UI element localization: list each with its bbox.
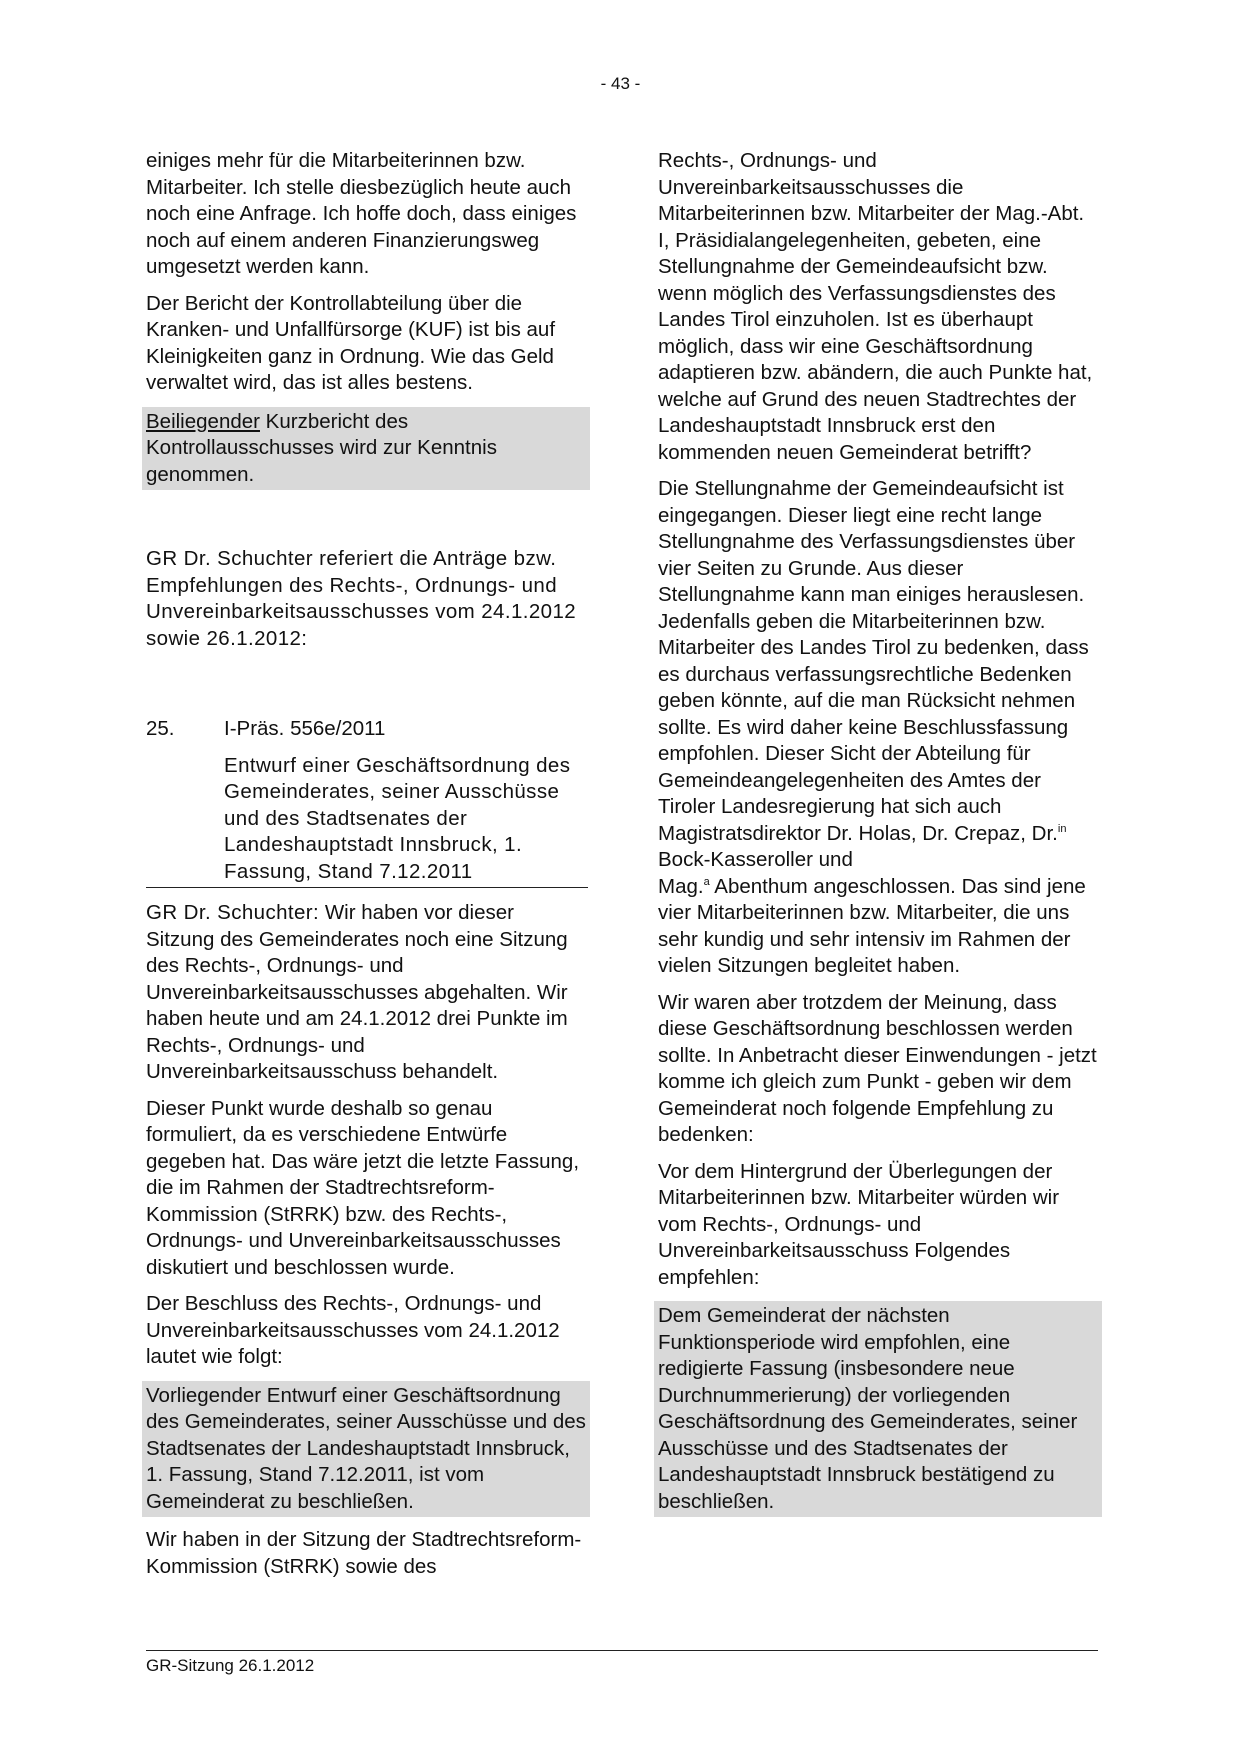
paragraph: Vor dem Hintergrund der Überlegungen der Mitarbeiterinnen bzw. Mitarbeiter würden wir vom Rechts-, Ordnungs- und Unvereinbarkeitsausschuss Folgendes empfehlen:	[658, 1159, 1060, 1289]
superscript: a	[703, 875, 710, 888]
agenda-item-ref: I-Präs. 556e/2011	[224, 717, 386, 740]
footer: GR-Sitzung 26.1.2012	[146, 1656, 315, 1675]
paragraph: einiges mehr für die Mitarbeiterinnen bzw. Mitarbeiter. Ich stelle diesbezüglich heute auch noch eine Anfrage. Ich hoffe doch, dass einiges noch auf einem anderen Finanzierungsweg umgesetzt werden kann.	[146, 149, 577, 278]
paragraph	[658, 476, 1098, 980]
paragraph: Rechts-, Ordnungs- und Unvereinbarkeitsausschusses die Mitarbeiterinnen bzw. Mitarbeiter der Mag.-Abt. I, Präsidialangelegenheiten, gebeten, eine Stellungnahme der Gemeindeaufsicht bzw. wenn möglich des Verfassungsdienstes des Landes Tirol einzuholen. Ist es überhaupt möglich, dass wir eine Geschäftsordnung adaptieren bzw. abändern, die auch Punkte hat, welche auf Grund des neuen Stadtrechtes der Landeshauptstadt Innsbruck erst den kommenden neuen Gemeinderat betrifft?	[658, 149, 1093, 464]
resolution-box	[142, 407, 590, 491]
left-column	[146, 148, 586, 1590]
resolution-text: Kurzbericht des Kontrollausschusses wird zur Kenntnis genommen.	[146, 409, 497, 486]
agenda-item-title: Entwurf einer Geschäftsordnung des Gemeinderates, seiner Ausschüsse und des Stadtsenates der Landeshauptstadt Innsbruck, 1. Fassung, Stand 7.12.2011	[146, 753, 588, 889]
right-column	[658, 148, 1098, 1527]
underlined-word: Beiliegender	[146, 409, 260, 433]
agenda-item-number: 25.	[146, 717, 175, 740]
speech-text: Wir haben vor dieser Sitzung des Gemeinderates noch eine Sitzung des Rechts-, Ordnungs- und Unvereinbarkeitsausschusses abgehalten. Wir haben heute und am 24.1.2012 drei Punkte im Rechts-, Ordnungs- und Unvereinbarkeitsausschuss behandelt.	[146, 901, 568, 1083]
paragraph-text: Die Stellungnahme der Gemeindeaufsicht ist eingegangen. Dieser liegt eine recht lange Stellungnahme des Verfassungsdienstes über vier Seiten zu Grunde. Aus dieser Stellungnahme kann man einiges herauslesen. Jedenfalls geben die Mitarbeiterinnen bzw. Mitarbeiter des Landes Tirol zu bedenken, dass es durchaus verfassungsrechtliche Bedenken geben könnte, auf die man Rücksicht nehmen sollte. Es wird daher keine Beschlussfassung empfohlen. Dieser Sicht der Abteilung für Gemeindeangelegenheiten des Amtes der Tiroler Landesregierung hat sich auch Magistratsdirektor Dr. Holas, Dr. Crepaz, Dr.	[658, 477, 1089, 845]
speech-paragraph	[146, 900, 586, 1086]
paragraph-text: Abenthum angeschlossen. Das sind jene vier Mitarbeiterinnen bzw. Mitarbeiter, die uns sehr kundig und sehr intensiv im Rahmen der vielen Sitzungen begleitet haben.	[658, 874, 1086, 977]
paragraph: Wir waren aber trotzdem der Meinung, dass diese Geschäftsordnung beschlossen werden sollte. In Anbetracht dieser Einwendungen - jetzt komme ich gleich zum Punkt - geben wir dem Gemeinderat noch folgende Empfehlung zu bedenken:	[658, 990, 1097, 1146]
paragraph: Der Bericht der Kontrollabteilung über die Kranken- und Unfallfürsorge (KUF) ist bis auf Kleinigkeiten ganz in Ordnung. Wie das Geld verwaltet wird, das ist alles bestens.	[146, 291, 556, 394]
resolution-box: Vorliegender Entwurf einer Geschäftsordnung des Gemeinderates, seiner Ausschüsse und des Stadtsenates der Landeshauptstadt Innsbruck, 1. Fassung, Stand 7.12.2011, ist vom Gemeinderat zu beschließen.	[142, 1381, 590, 1518]
paragraph-text: Bock-Kasseroller und	[658, 848, 853, 871]
recommendation-box: Dem Gemeinderat der nächsten Funktionsperiode wird empfohlen, eine redigierte Fassung (insbesondere neue Durchnummerierung) der vorliegenden Geschäftsordnung des Gemeinderates, seiner Ausschüsse und des Stadtsenates der Landeshauptstadt Innsbruck bestätigend zu beschließen.	[654, 1301, 1102, 1517]
superscript: in	[1057, 822, 1067, 835]
paragraph: Der Beschluss des Rechts-, Ordnungs- und Unvereinbarkeitsausschusses vom 24.1.2012 lautet wie folgt:	[146, 1292, 560, 1368]
footer-divider	[146, 1650, 1098, 1651]
agenda-item-header	[146, 716, 586, 743]
page-number: - 43 -	[600, 74, 641, 93]
paragraph-text: Mag.	[658, 874, 704, 898]
paragraph: Wir haben in der Sitzung der Stadtrechtsreform-Kommission (StRRK) sowie des	[146, 1528, 582, 1578]
speaker-name: GR Dr. Schuchter:	[146, 901, 320, 924]
referral-paragraph: GR Dr. Schuchter referiert die Anträge bzw. Empfehlungen des Rechts-, Ordnungs- und Unvereinbarkeitsausschusses vom 24.1.2012 sowie 26.1.2012:	[146, 547, 577, 650]
paragraph: Dieser Punkt wurde deshalb so genau formuliert, da es verschiedene Entwürfe gegeben hat. Das wäre jetzt die letzte Fassung, die im Rahmen der Stadtrechtsreform-Kommission (StRRK) bzw. des Rechts-, Ordnungs- und Unvereinbarkeitsausschusses diskutiert und beschlossen wurde.	[146, 1096, 580, 1279]
